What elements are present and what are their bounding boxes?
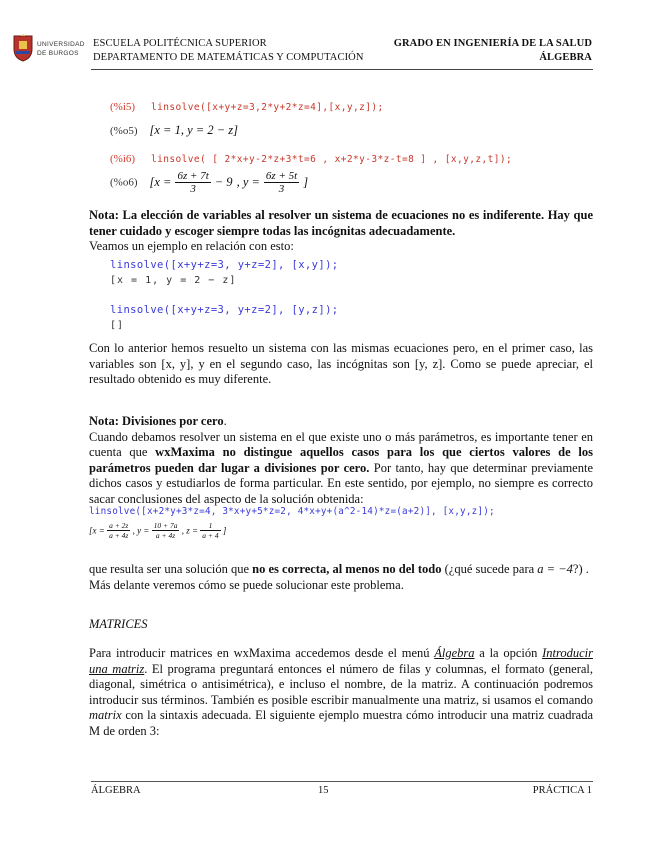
university-name (37, 40, 85, 58)
paragraph-result-comparison: Con lo anterior hemos resuelto un sistema con las mismas ecuaciones pero, en el primer caso, las variables son [x, y], y en el segundo caso, las incógnitas son [y, z]. Como se puede apreciar, el resultado obtenido es muy diferente. (89, 341, 593, 386)
note-division-p-bold: wxMaxima no distingue aquellos casos para los que ciertos valores de los parámetros pueden dar lugar a divisiones por cero. (89, 445, 593, 475)
maxima-output-5 (110, 121, 238, 139)
note-division-title: Nota: Divisiones por cero (89, 414, 224, 428)
menu-link-introducir-matriz[interactable]: Introducir una matriz (89, 646, 593, 676)
output-result-5: [x = 1, y = 2 − z] (149, 123, 238, 137)
maxima-input-6 (110, 149, 512, 167)
output-x-label: [x = (149, 175, 172, 189)
note-division-p-start: Cuando debamos resolver un sistema en el que existe uno o más parámetros, es importante tener en cuenta que (89, 429, 593, 459)
footer-practice: PRÁCTICA 1 (532, 785, 592, 796)
output-sep: − 9 (214, 175, 233, 189)
menu-link-algebra[interactable]: Álgebra (434, 646, 475, 660)
not-correct-bold: no es correcta, al menos no del todo (252, 562, 442, 576)
output-y-fraction (264, 170, 299, 195)
example-out-2: [] (110, 320, 125, 331)
header-right (394, 37, 592, 65)
input-command-6: linsolve( [ 2*x+y-2*z+3*t=6 , x+2*y-3*z-t=8 ] , [x,y,z,t]); (151, 154, 513, 165)
example-out-1: [x = 1, y = 2 − z] (110, 275, 237, 286)
footer-page-number: 15 (318, 785, 329, 796)
input-command-5: linsolve([x+y+z=3,2*y+2*z=4],[x,y,z]); (151, 102, 384, 113)
example2-output: [x = $\frac{a + 2z}{a + 4z}$ , y = $\frac{10 + 7a}{a + 4z}$ , z = $\frac{1}{a + 4}$ ] (89, 521, 227, 540)
note-variables-text: Nota: La elección de variables al resolver un sistema de ecuaciones no es indiferente. Hay que tener cuidado y escoger siempre todas las incógnitas adecuadamente. (89, 208, 593, 238)
output-label-6: (%o6) (110, 176, 138, 189)
inline-math-a: a = −4 (537, 562, 573, 576)
degree-name: GRADO EN INGENIERÍA DE LA SALUD (393, 38, 592, 49)
command-matrix: matrix (89, 708, 122, 722)
example2-z-fraction: $\frac{1}{a + 4}$ (202, 521, 219, 540)
school-name: ESCUELA POLITÉCNICA SUPERIOR (93, 38, 267, 49)
footer-subject: ÁLGEBRA (91, 785, 141, 796)
output-y-den: 3 (264, 182, 299, 195)
university-line2: DE BURGOS (37, 50, 79, 57)
paragraph-matrices: Para introducir matrices en wxMaxima accedemos desde el menú Álgebra a la opción Introducir una matriz. El programa preguntará entonces el número de filas y columnas, el formato (general, diagonal, simétrica o antisimétrica), e incluso el nombre, de la matriz. A continuación podremos introducir sus términos. También es posible escribir manualmente una matriz, si usamos el comando matrix con la sintaxis adecuada. El siguiente ejemplo muestra cómo introducir una matriz cuadrada M de orden 3: (89, 646, 594, 738)
example-cmd-1: linsolve([x+y+z=3, y+z=2], [x,y]); (110, 259, 339, 271)
header-rule (91, 69, 593, 70)
input-label-5: (%i5) (110, 101, 136, 113)
department-name: DEPARTAMENTO DE MATEMÁTICAS Y COMPUTACIÓN (93, 52, 364, 63)
output-label-5: (%o5) (110, 125, 138, 137)
example2-x-fraction: $\frac{a + 2z}{a + 4z}$ (109, 521, 129, 540)
output-x-num: 6z + 7t (177, 170, 209, 182)
section-heading-matrices: MATRICES (89, 617, 148, 631)
output-x-den: 3 (175, 182, 210, 195)
output-y-num: 6z + 5t (265, 170, 298, 182)
footer-rule (91, 781, 593, 782)
note-division-by-zero: Nota: Divisiones por cero. Cuando debamos resolver un sistema en el que existe uno o más parámetros, es importante tener en cuenta que wxMaxima no distingue aquellos casos para los que ciertos valores de los parámetros pueden dar lugar a divisiones por cero. Por tanto, hay que determinar previamente dichos casos y estudiarlos de forma particular. En este sentido, por ejemplo, no siempre es correcto sacar conclusiones del aspecto de la solución obtenida: (89, 414, 594, 506)
example-cmd-2: linsolve([x+y+z=3, y+z=2], [y,z]); (110, 304, 339, 316)
example2-cmd: linsolve([x+2*y+3*z=4, 3*x+y+5*z=2, 4*x+y+(a^2-14)*z=(a+2)], [x,y,z]); (89, 506, 495, 517)
note-variables (89, 208, 593, 255)
output-close: ] (303, 175, 309, 189)
university-line1: UNIVERSIDAD (37, 41, 85, 48)
output-y-label: , y = (236, 175, 260, 189)
subject-name: ÁLGEBRA (539, 52, 592, 63)
maxima-input-5 (110, 97, 384, 115)
output-x-fraction (175, 170, 210, 195)
input-label-6: (%i6) (110, 153, 136, 165)
note-variables-intro: Veamos un ejemplo en relación con esto: (89, 239, 294, 253)
university-shield-icon (12, 32, 34, 62)
note-division-p-end: Por tanto, hay que determinar previamente dichos casos y estudiarlos de forma particular. En este sentido, por ejemplo, no siempre es correcto sacar conclusiones del aspecto de la solución obtenida: (89, 460, 594, 506)
maxima-output-6 (110, 170, 308, 195)
header-left (93, 37, 364, 65)
paragraph-not-correct: que resulta ser una solución que no es correcta, al menos no del todo (¿qué sucede para a = −4?) . Más delante veremos cómo se puede solucionar este problema. (89, 562, 589, 592)
example2-y-fraction: $\frac{10 + 7a}{a + 4z}$ (153, 521, 178, 540)
